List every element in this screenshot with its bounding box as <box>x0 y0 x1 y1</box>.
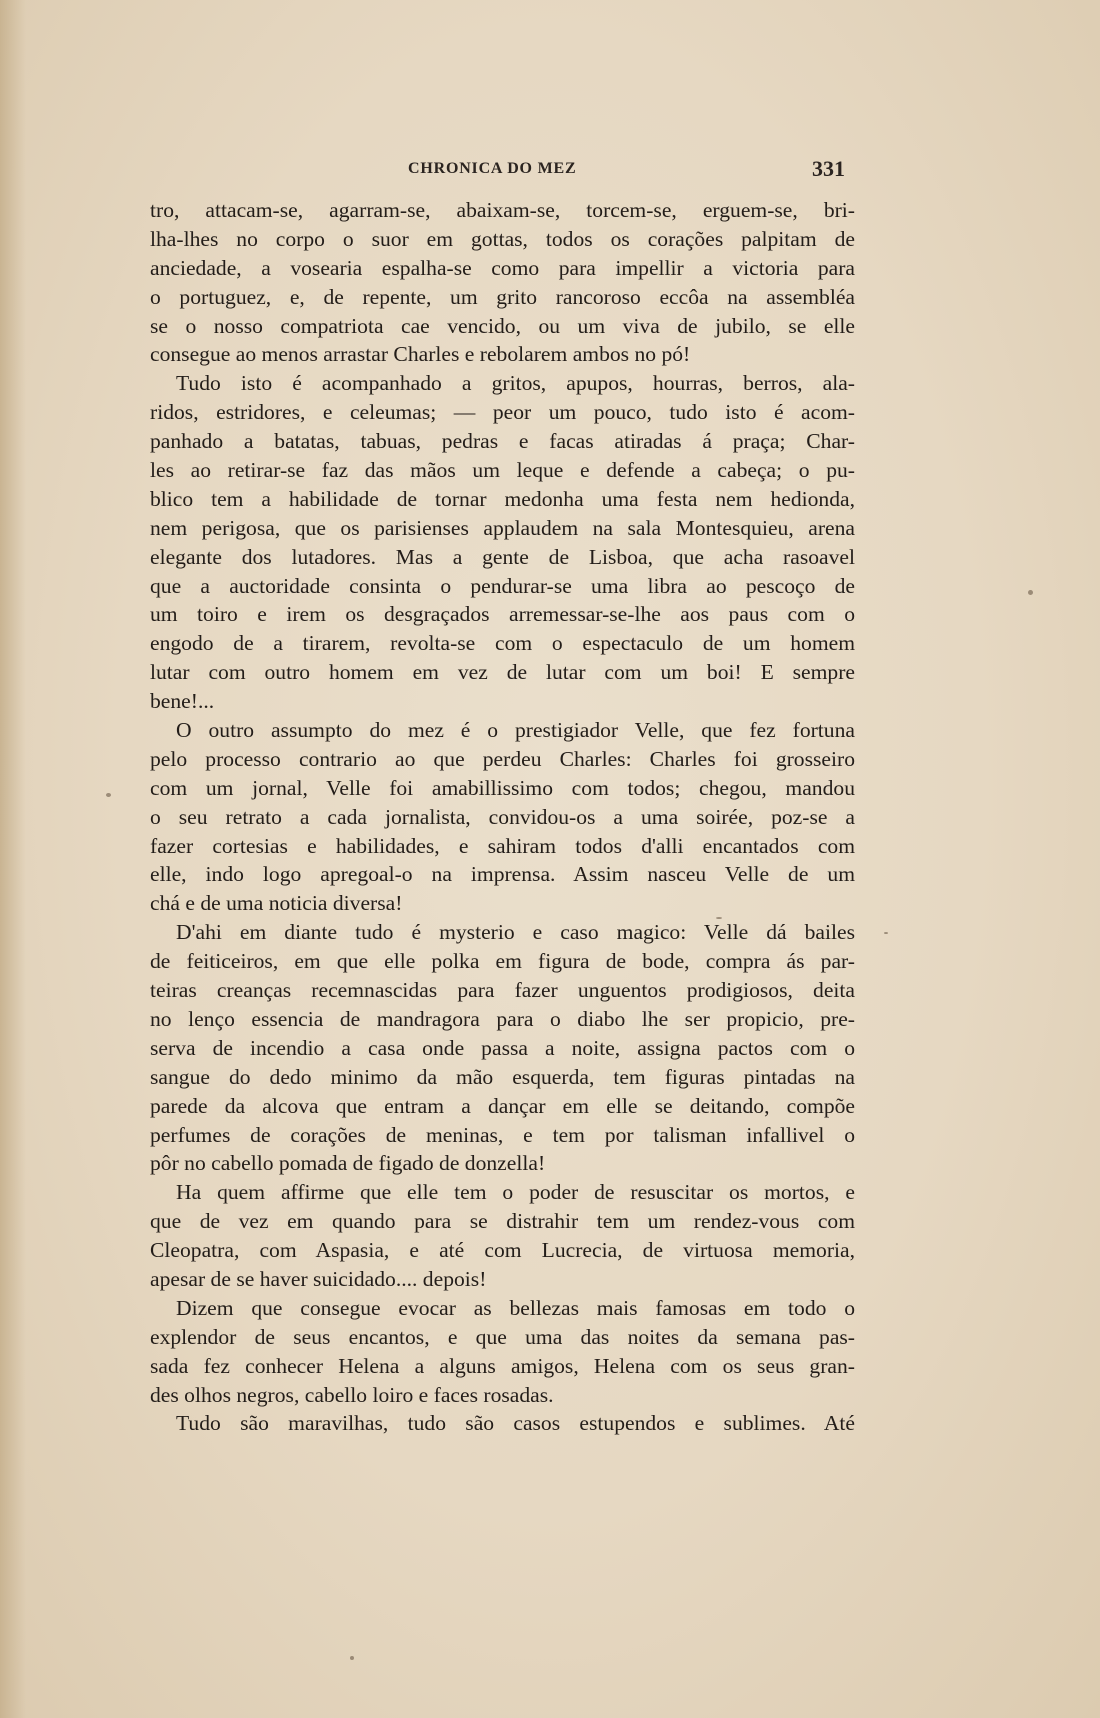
text-line: se o nosso compatriota cae vencido, ou um viva de jubilo, se elle <box>150 313 855 338</box>
text-line: apesar de se haver suicidado.... depois! <box>150 1266 487 1291</box>
page-header <box>158 156 858 188</box>
text-line: engodo de a tirarem, revolta-se com o espectaculo de um homem <box>150 631 855 656</box>
body-text <box>150 196 855 1438</box>
text-line: pelo processo contrario ao que perdeu Charles: Charles foi grosseiro <box>150 746 855 771</box>
text-line: serva de incendio a casa onde passa a noite, assigna pactos com o <box>150 1035 855 1060</box>
text-line: Tudo isto é acompanhado a gritos, apupos, hourras, berros, ala- <box>176 371 855 396</box>
text-line: o portuguez, e, de repente, um grito rancoroso eccôa na assembléa <box>150 284 855 309</box>
text-line: blico tem a habilidade de tornar medonha uma festa nem hedionda, <box>150 486 855 511</box>
text-line: consegue ao menos arrastar Charles e rebolarem ambos no pó! <box>150 342 691 367</box>
text-line: sangue do dedo minimo da mão esquerda, tem figuras pintadas na <box>150 1064 855 1089</box>
text-line: o seu retrato a cada jornalista, convidou-os a uma soirée, poz-se a <box>150 804 855 829</box>
text-line: explendor de seus encantos, e que uma das noites da semana pas- <box>150 1324 855 1349</box>
running-title: CHRONICA DO MEZ <box>408 160 577 177</box>
text-line: des olhos negros, cabello loiro e faces rosadas. <box>150 1382 554 1407</box>
text-line: que a auctoridade consinta o pendurar-se uma libra ao pescoço de <box>150 573 855 598</box>
text-line: Dizem que consegue evocar as bellezas mais famosas em todo o <box>176 1295 855 1320</box>
text-line: ridos, estridores, e celeumas; — peor um pouco, tudo isto é acom- <box>150 400 855 425</box>
text-line: les ao retirar-se faz das mãos um leque e defende a cabeça; o pu- <box>150 458 855 483</box>
text-line: Tudo são maravilhas, tudo são casos estupendos e sublimes. Até <box>176 1411 855 1436</box>
text-line: nem perigosa, que os parisienses applaudem na sala Montesquieu, arena <box>150 515 855 540</box>
text-line: no lenço essencia de mandragora para o diabo lhe ser propicio, pre- <box>150 1006 855 1031</box>
text-line: sada fez conhecer Helena a alguns amigos, Helena com os seus gran- <box>150 1353 855 1378</box>
text-line: que de vez em quando para se distrahir tem um rendez-vous com <box>150 1209 855 1234</box>
page-number: 331 <box>812 156 845 181</box>
text-line: panhado a batatas, tabuas, pedras e facas atiradas á praça; Char- <box>150 429 855 454</box>
paper-speck <box>1028 590 1033 595</box>
paper-speck <box>716 917 722 919</box>
paper-speck <box>884 932 888 934</box>
text-line: pôr no cabello pomada de figado de donzella! <box>150 1151 546 1176</box>
text-line: elle, indo logo apregoal-o na imprensa. Assim nasceu Velle de um <box>150 862 855 887</box>
text-line: chá e de uma noticia diversa! <box>150 891 403 916</box>
text-line: fazer cortesias e habilidades, e sahiram todos d'alli encantados com <box>150 833 855 858</box>
text-line: elegante dos lutadores. Mas a gente de Lisboa, que acha rasoavel <box>150 544 855 569</box>
text-line: um toiro e irem os desgraçados arremessar-se-lhe aos paus com o <box>150 602 855 627</box>
text-line: Cleopatra, com Aspasia, e até com Lucrecia, de virtuosa memoria, <box>150 1238 855 1263</box>
text-line: perfumes de corações de meninas, e tem por talisman infallivel o <box>150 1122 855 1147</box>
text-line: O outro assumpto do mez é o prestigiador Velle, que fez fortuna <box>176 718 855 743</box>
text-line: lutar com outro homem em vez de lutar com um boi! E sempre <box>150 660 855 685</box>
text-line: parede da alcova que entram a dançar em elle se deitando, compõe <box>150 1093 855 1118</box>
text-line: teiras creanças recemnascidas para fazer unguentos prodigiosos, deita <box>150 978 855 1003</box>
text-line: com um jornal, Velle foi amabillissimo com todos; chegou, mandou <box>150 775 855 800</box>
text-line: anciedade, a vosearia espalha-se como para impellir a victoria para <box>150 255 855 280</box>
text-line: de feiticeiros, em que elle polka em figura de bode, compra ás par- <box>150 949 855 974</box>
text-line: bene!... <box>150 689 215 714</box>
text-line: Ha quem affirme que elle tem o poder de resuscitar os mortos, e <box>176 1180 855 1205</box>
paper-speck <box>106 793 111 797</box>
text-line: tro, attacam-se, agarram-se, abaixam-se, torcem-se, erguem-se, bri- <box>150 198 855 222</box>
paper-speck <box>350 1656 354 1660</box>
text-line: D'ahi em diante tudo é mysterio e caso magico: Velle dá bailes <box>176 920 855 945</box>
text-line: lha-lhes no corpo o suor em gottas, todos os corações palpitam de <box>150 226 855 251</box>
